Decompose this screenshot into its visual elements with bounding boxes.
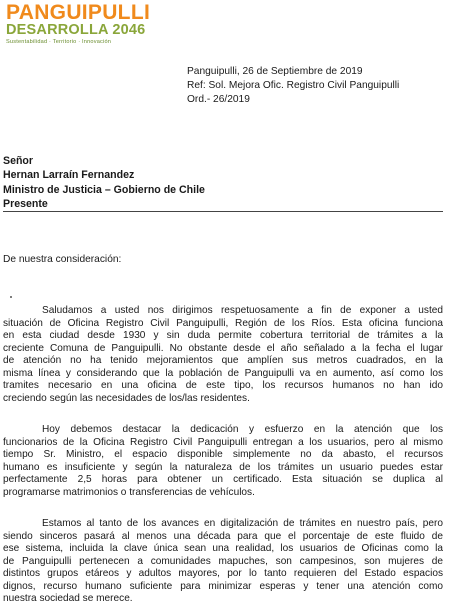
recipient-presente: Presente [3,197,48,210]
recipient-block [3,154,205,211]
logo-tagline: Sustentabilidad · Territorio · Innovación [6,39,112,45]
paragraph-line: situación de Oficina Registro Civil Panguipulli, Región de los Ríos. Esta oficina funciona [3,317,443,329]
paragraph-line: siendo sinceros pasará al menos una década para que el porcentaje de este fluido de [3,530,443,542]
paragraph-line: Hoy debemos destacar la dedicación y esfuerzo en la atención que los [42,424,443,435]
paragraph-line: ese sistema, incluida la clave única sean una realidad, los usuarios de Oficinas como la [3,543,443,554]
paragraph-line: creciente Comuna de Panguipulli. No obstante desde el año señalado a la fecha el lugar [3,342,443,354]
paragraph-line: dignos, recurso humano suficiente para minimizar esperas y tener una atención como [3,580,443,592]
scan-speck [10,296,12,298]
paragraph-line: en esta ciudad desde 1930 y sin duda permite cobertura territorial de trámites a la [3,330,443,341]
greeting: De nuestra consideración: [3,254,122,265]
paragraph-line: Saludamos a usted nos dirigimos respetuosamente a fin de exponer a usted [42,305,443,316]
paragraph-2 [3,424,443,499]
ordinance-number: Ord.- 26/2019 [187,94,250,105]
letter-header [187,65,399,107]
paragraph-line: tiempo Sr. Ministro, el espacio disponible simplemente no da abasto, el recursos [3,449,443,460]
date-line: Panguipulli, 26 de Septiembre de 2019 [187,66,363,77]
paragraph-line: Estamos al tanto de los avances en digitalización de trámites en nuestro país, pero [42,518,443,529]
paragraph-line: de atención no ha tenido mejoramientos que amplíen sus metros cuadrados, en la [3,355,443,366]
divider [3,211,443,212]
paragraph-3 [3,518,443,606]
paragraph-line: creciendo según las necesidades de los/las residentes. [3,392,250,404]
recipient-name: Hernan Larraín Fernandez [3,169,135,182]
logo-title: PANGUIPULLI [6,1,151,24]
paragraph-line: humano es insuficiente y según la naturaleza de los trámites un usuario puedes estar [3,461,443,473]
paragraph-line: de Panguipulli pertenecen a comunidades mapuches, son campesinos, son mujeres de [3,555,443,567]
recipient-position: Ministro de Justicia – Gobierno de Chile [3,183,205,196]
paragraph-line: nuestra sociedad se merece. [3,593,133,604]
paragraph-line: funcionarios de la Oficina Registro Civil Panguipulli entregan a los usuarios, pero al mismo [3,436,443,448]
paragraph-line: programarse matrimonios o transferencias de vehículos. [3,486,255,498]
paragraph-line: misma línea y considerando que la población de Panguipulli va en aumento, así como los [3,367,443,379]
paragraph-line: tramites necesario en una oficina de este tipo, los recursos humanos no han ido [3,380,443,391]
reference-line: Ref: Sol. Mejora Ofic. Registro Civil Panguipulli [187,80,400,91]
logo-subtitle: DESARROLLA 2046 [6,22,146,38]
paragraph-line: perfectamente 2,5 horas para obtener un certificado. Esta situación se duplica al [3,474,443,485]
paragraph-1 [3,305,443,405]
recipient-salutation: Señor [3,155,34,167]
paragraph-line: distintos grupos etáreos y adultos mayores, por lo tanto requieren del Estado espacios [3,568,443,579]
logo [6,3,176,46]
